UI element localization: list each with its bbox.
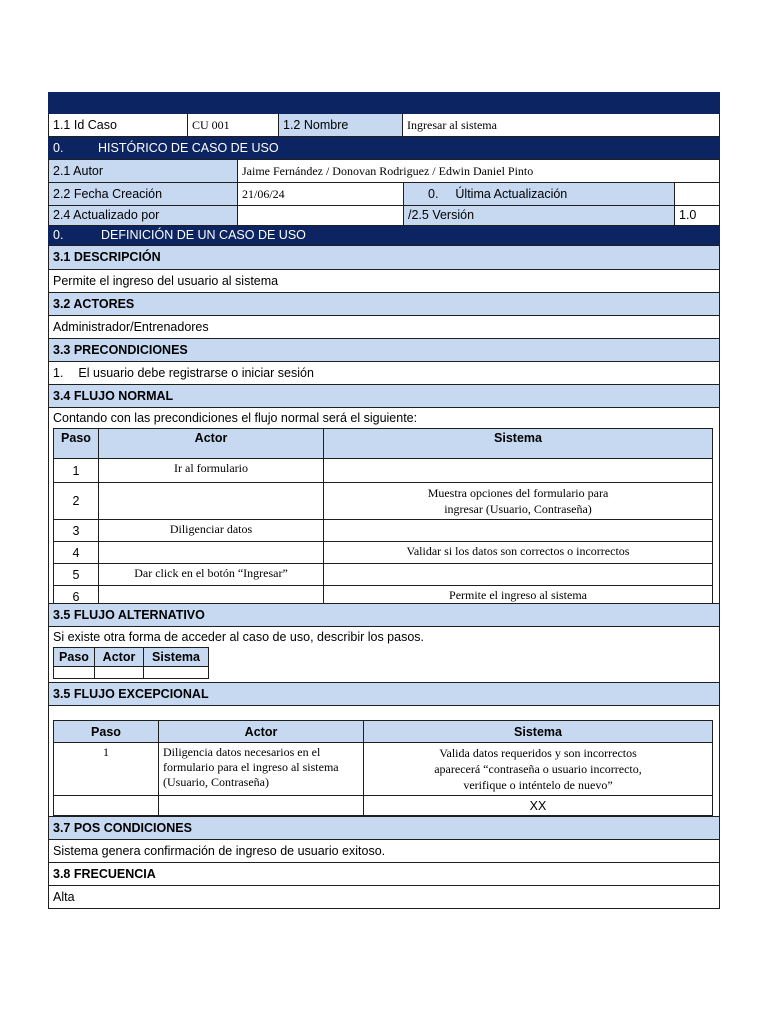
exc-flow-table-head xyxy=(54,721,713,743)
version-value: 1.0 xyxy=(679,208,697,222)
history-section-title: HISTÓRICO DE CASO DE USO xyxy=(98,141,279,155)
table-row xyxy=(54,796,713,816)
normal-flow-header xyxy=(48,385,720,408)
updated-by-value xyxy=(238,206,404,225)
exc-col-actor: Actor xyxy=(159,721,364,743)
alt-flow-header xyxy=(48,604,720,627)
normal-flow-intro: Contando con las precondiciones el flujo normal será el siguiente: xyxy=(53,411,418,425)
frequency-value: Alta xyxy=(53,890,75,904)
exc-col-paso: Paso xyxy=(54,721,159,743)
precondition-text: El usuario debe registrarse o iniciar sesión xyxy=(78,366,314,380)
alt-col-actor: Actor xyxy=(95,648,144,667)
col-paso: Paso xyxy=(54,429,99,459)
exc-step-actor xyxy=(159,796,364,816)
step-number: 1 xyxy=(54,459,99,483)
updated-by-label: 2.4 Actualizado por xyxy=(49,206,238,225)
actors-title: 3.2 ACTORES xyxy=(53,297,135,311)
step-number: 5 xyxy=(54,564,99,586)
id-value: CU 001 xyxy=(188,114,279,136)
frequency-title: 3.8 FRECUENCIA xyxy=(53,867,156,881)
table-row xyxy=(54,520,713,542)
table-row xyxy=(54,542,713,564)
alt-flow-title: 3.5 FLUJO ALTERNATIVO xyxy=(53,608,205,622)
frequency-row xyxy=(48,886,720,909)
exc-flow-title: 3.5 FLUJO EXCEPCIONAL xyxy=(53,687,209,701)
step-number: 4 xyxy=(54,542,99,564)
created-label: 2.2 Fecha Creación xyxy=(49,183,238,205)
id-label: 1.1 Id Caso xyxy=(49,114,188,136)
step-system xyxy=(324,564,713,586)
step-system: Validar si los datos son correctos o incorrectos xyxy=(324,542,713,564)
alt-flow-intro: Si existe otra forma de acceder al caso de uso, describir los pasos. xyxy=(53,630,425,644)
id-name-row xyxy=(48,114,720,137)
updated-by-row xyxy=(48,206,720,226)
post-conditions-value: Sistema genera confirmación de ingreso de usuario exitoso. xyxy=(53,844,386,858)
table-row xyxy=(54,564,713,586)
step-number: 3 xyxy=(54,520,99,542)
version-label: /2.5 Versión xyxy=(404,206,675,225)
alt-flow-table xyxy=(53,647,209,679)
last-update-value xyxy=(675,183,719,205)
preconditions-header xyxy=(48,339,720,362)
exc-step-system: Valida datos requeridos y son incorrectos aparecerá “contraseña o usuario incorrecto, verifique o inténtelo de nuevo” xyxy=(364,743,713,796)
step-system xyxy=(324,459,713,483)
step-actor: Dar click en el botón “Ingresar” xyxy=(99,564,324,586)
author-value: Jaime Fernández / Donovan Rodriguez / Edwin Daniel Pinto xyxy=(242,164,534,178)
step-number: 2 xyxy=(54,483,99,520)
table-row xyxy=(54,743,713,796)
exc-flow-table xyxy=(53,720,713,816)
actors-value: Administrador/Entrenadores xyxy=(53,320,209,334)
name-value: Ingresar al sistema xyxy=(407,118,497,132)
normal-flow-title: 3.4 FLUJO NORMAL xyxy=(53,389,174,403)
alt-col-sistema: Sistema xyxy=(144,648,209,667)
created-value: 21/06/24 xyxy=(238,183,404,205)
document-header-bar xyxy=(48,92,720,114)
description-row xyxy=(48,270,720,293)
normal-flow-block xyxy=(48,408,720,604)
col-sistema: Sistema xyxy=(324,429,713,459)
frequency-header xyxy=(48,863,720,886)
alt-cell xyxy=(95,667,144,679)
author-row xyxy=(48,160,720,183)
exc-step-number xyxy=(54,796,159,816)
alt-col-paso: Paso xyxy=(54,648,95,667)
alt-flow-block xyxy=(48,627,720,683)
step-system xyxy=(324,520,713,542)
precondition-item xyxy=(49,362,719,384)
table-row xyxy=(54,667,209,679)
preconditions-title: 3.3 PRECONDICIONES xyxy=(53,343,188,357)
exc-col-sistema: Sistema xyxy=(364,721,713,743)
exc-step-number: 1 xyxy=(54,743,159,796)
last-update-num: 0. xyxy=(428,187,439,201)
post-conditions-header xyxy=(48,817,720,840)
step-system: Permite el ingreso al sistema xyxy=(324,586,713,608)
last-update-text: Última Actualización xyxy=(455,187,568,201)
name-label: 1.2 Nombre xyxy=(279,114,403,136)
table-row xyxy=(54,459,713,483)
table-row xyxy=(54,483,713,520)
actors-header xyxy=(48,293,720,316)
exc-flow-block xyxy=(48,706,720,817)
normal-flow-table xyxy=(53,428,713,608)
use-case-document xyxy=(48,92,720,909)
exc-flow-header xyxy=(48,683,720,706)
alt-flow-table-head xyxy=(54,648,209,667)
step-actor xyxy=(99,483,324,520)
history-section-bar xyxy=(48,137,720,160)
precondition-num: 1. xyxy=(53,366,64,380)
definition-section-title: DEFINICIÓN DE UN CASO DE USO xyxy=(101,228,306,242)
step-actor: Diligenciar datos xyxy=(99,520,324,542)
description-value: Permite el ingreso del usuario al sistema xyxy=(53,274,279,288)
description-header xyxy=(48,246,720,270)
col-actor: Actor xyxy=(99,429,324,459)
definition-section-num: 0. xyxy=(53,228,64,242)
created-row xyxy=(48,183,720,206)
exc-step-actor: Diligencia datos necesarios en el formulario para el ingreso al sistema (Usuario, Contraseña) xyxy=(159,743,364,796)
step-system: Muestra opciones del formulario para ingresar (Usuario, Contraseña) xyxy=(324,483,713,520)
description-title: 3.1 DESCRIPCIÓN xyxy=(53,250,161,264)
step-actor: Ir al formulario xyxy=(99,459,324,483)
step-number: 6 xyxy=(54,586,99,608)
exc-step-system: XX xyxy=(364,796,713,816)
definition-section-bar xyxy=(48,226,720,246)
history-section-num: 0. xyxy=(53,141,64,155)
post-conditions-title: 3.7 POS CONDICIONES xyxy=(53,821,192,835)
alt-cell xyxy=(54,667,95,679)
post-conditions-row xyxy=(48,840,720,863)
actors-row xyxy=(48,316,720,339)
author-label: 2.1 Autor xyxy=(49,160,238,182)
last-update-label xyxy=(404,183,675,205)
preconditions-row xyxy=(48,362,720,385)
step-actor xyxy=(99,542,324,564)
alt-cell xyxy=(144,667,209,679)
normal-flow-table-head xyxy=(54,429,713,459)
